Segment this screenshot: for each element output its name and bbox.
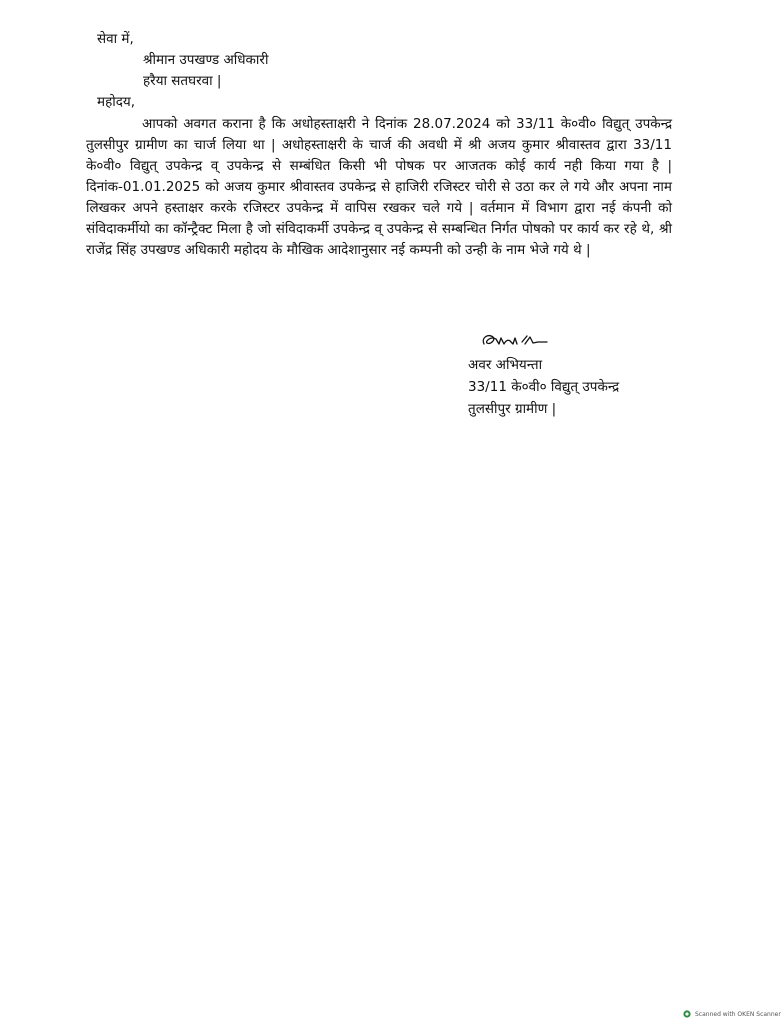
scanner-text: Scanned with OKEN Scanner: [695, 1010, 781, 1018]
letter-body: आपको अवगत कराना है कि अधोहस्ताक्षरी ने दिनांक 28.07.2024 को 33/11 के०वी० विद्युत् उपकेन्द्र तुलसीपुर ग्रामीण का चार्ज लिया था | अधोहस्ताक्षरी के चार्ज की अवधी में श्री अजय कुमार श्रीवास्तव द्वारा 33/11 के०वी० विद्युत् उपकेन्द्र व् उपकेन्द्र से सम्बंधित किसी भी पोषक पर आजतक कोई कार्य नही किया गया है | दिनांक-01.01.2025 को अजय कुमार श्रीवास्तव उपकेन्द्र से हाजिरी रजिस्टर चोरी से उठा कर ले गये और अपना नाम लिखकर अपने हस्ताक्षर करके रजिस्टर उपकेन्द्र में वापिस रखकर चले गये | वर्तमान में विभाग द्वारा नई कंपनी को संविदाकर्मीयो का कॉन्ट्रैक्ट मिला है जो संविदाकर्मी उपकेन्द्र व् उपकेन्द्र से सम्बन्धित निर्गत पोषको पर कार्य कर रहे थे, श्री राजेंद्र सिंह उपखण्ड अधिकारी महोदय के मौखिक आदेशानुसार नई कम्पनी को उन्ही के नाम भेजे गये थे |: [86, 116, 672, 258]
substation-location: तुलसीपुर ग्रामीण |: [468, 401, 557, 417]
recipient-title: श्रीमान उपखण्ड अधिकारी: [143, 52, 269, 68]
greeting: महोदय,: [97, 94, 136, 110]
scanner-logo-icon: [683, 1010, 691, 1018]
substation-name: 33/11 के०वी० विद्युत् उपकेन्द्र: [468, 379, 620, 395]
scanner-watermark: [683, 1010, 781, 1018]
handwritten-signature: [478, 328, 550, 352]
designation: अवर अभियन्ता: [468, 357, 543, 373]
recipient-location: हरैया सतघरवा |: [143, 73, 222, 89]
salutation-to: सेवा में,: [97, 31, 134, 47]
signature-block: [468, 354, 619, 420]
